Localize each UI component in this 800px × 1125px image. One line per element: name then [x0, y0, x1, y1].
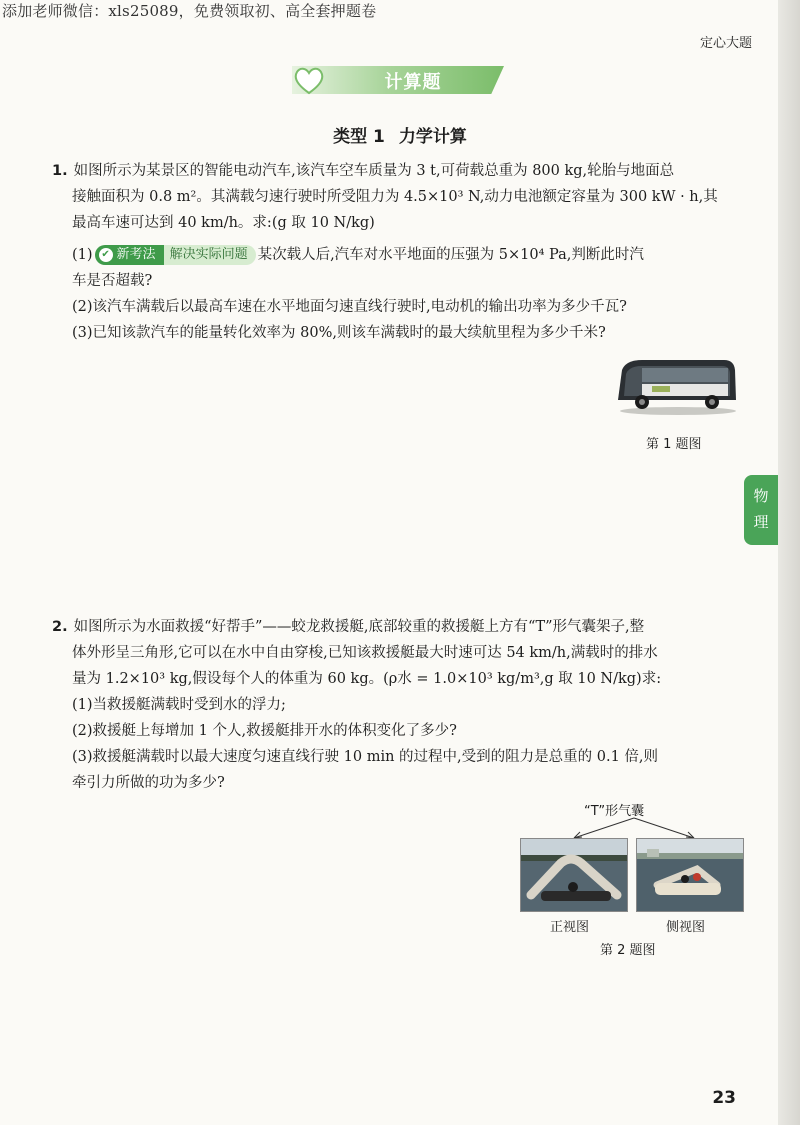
sub-question-2: (2)救援艇上每增加 1 个人,救援艇排开水的体积变化了多少?	[72, 723, 457, 739]
subject-tab-text: 物	[753, 487, 769, 505]
section-name: 力学计算	[398, 127, 467, 147]
question-number: 1.	[52, 163, 68, 179]
question-text-line: 如图所示为水面救援“好帮手”——蛟龙救援艇,底部较重的救援艇上方有“T”形气囊架子,整	[73, 619, 645, 635]
sub-question-text: 牵引力所做的功为多少?	[72, 775, 225, 791]
section-banner	[292, 64, 504, 96]
banner-title: 计算题	[384, 72, 442, 93]
watermark-text: 添加老师微信：xls25089，免费领取初、高全套押题卷	[2, 2, 377, 20]
series-label: 定心大题	[699, 36, 752, 51]
question-1	[52, 158, 752, 346]
question-text-line: 体外形呈三角形,它可以在水中自由穿梭,已知该救援艇最大时速可达 54 km/h,满载时的排水	[72, 645, 658, 661]
figure-caption: 第 2 题图	[600, 943, 656, 958]
new-method-tag	[95, 245, 164, 265]
sub-question-1	[52, 242, 752, 268]
sub-question-text: 车是否超载?	[72, 273, 153, 289]
topic-tag: 解决实际问题	[162, 245, 256, 265]
sub-question-3: (3)已知该款汽车的能量转化效率为 80%,则该车满载时的最大续航里程为多少千米?	[72, 325, 606, 341]
side-view-label: 侧视图	[666, 920, 706, 935]
front-view-label: 正视图	[550, 920, 590, 935]
pointer-arrows	[560, 816, 710, 840]
sub-question-3: (3)救援艇满载时以最大速度匀速直线行驶 10 min 的过程中,受到的阻力是总重的 0.1 倍,则	[72, 749, 659, 765]
side-view-photo	[636, 838, 744, 912]
sub-question-1: (1)当救援艇满载时受到水的浮力;	[72, 697, 286, 713]
page-number: 23	[712, 1088, 736, 1108]
question-text-line: 量为 1.2×10³ kg,假设每个人的体重为 60 kg。(ρ水 = 1.0×10³ kg/m³,g 取 10 N/kg)求:	[72, 671, 662, 687]
question-2	[52, 614, 752, 796]
question-text-line: 接触面积为 0.8 m²。其满载匀速行驶时所受阻力为 4.5×10³ N,动力电池额定容量为 300 kW · h,其	[72, 189, 718, 205]
page-edge	[778, 0, 800, 1125]
sub-question-2: (2)该汽车满载后以最高车速在水平地面匀速直线行驶时,电动机的输出功率为多少千瓦?	[72, 299, 627, 315]
sub-question-text: 某次载人后,汽车对水平地面的压强为 5×10⁴ Pa,判断此时汽	[257, 247, 644, 263]
question-text-line: 最高车速可达到 40 km/h。求:(g 取 10 N/kg)	[72, 215, 375, 231]
question-text-line: 如图所示为某景区的智能电动汽车,该汽车空车质量为 3 t,可荷载总重为 800 kg,轮胎与地面总	[73, 163, 675, 179]
bus-figure	[612, 356, 738, 416]
subject-tab[interactable]	[744, 475, 778, 545]
front-view-photo	[520, 838, 628, 912]
sub-question-prefix: (1)	[72, 247, 93, 263]
section-type: 类型 1	[333, 127, 385, 147]
figure-caption: 第 1 题图	[646, 437, 702, 452]
check-icon: ✔	[99, 248, 113, 262]
question-number: 2.	[52, 619, 68, 635]
airbag-label: “T”形气囊	[584, 804, 645, 819]
tag-label: 新考法	[116, 247, 156, 262]
section-title	[0, 122, 800, 147]
subject-tab-text: 理	[753, 513, 769, 531]
